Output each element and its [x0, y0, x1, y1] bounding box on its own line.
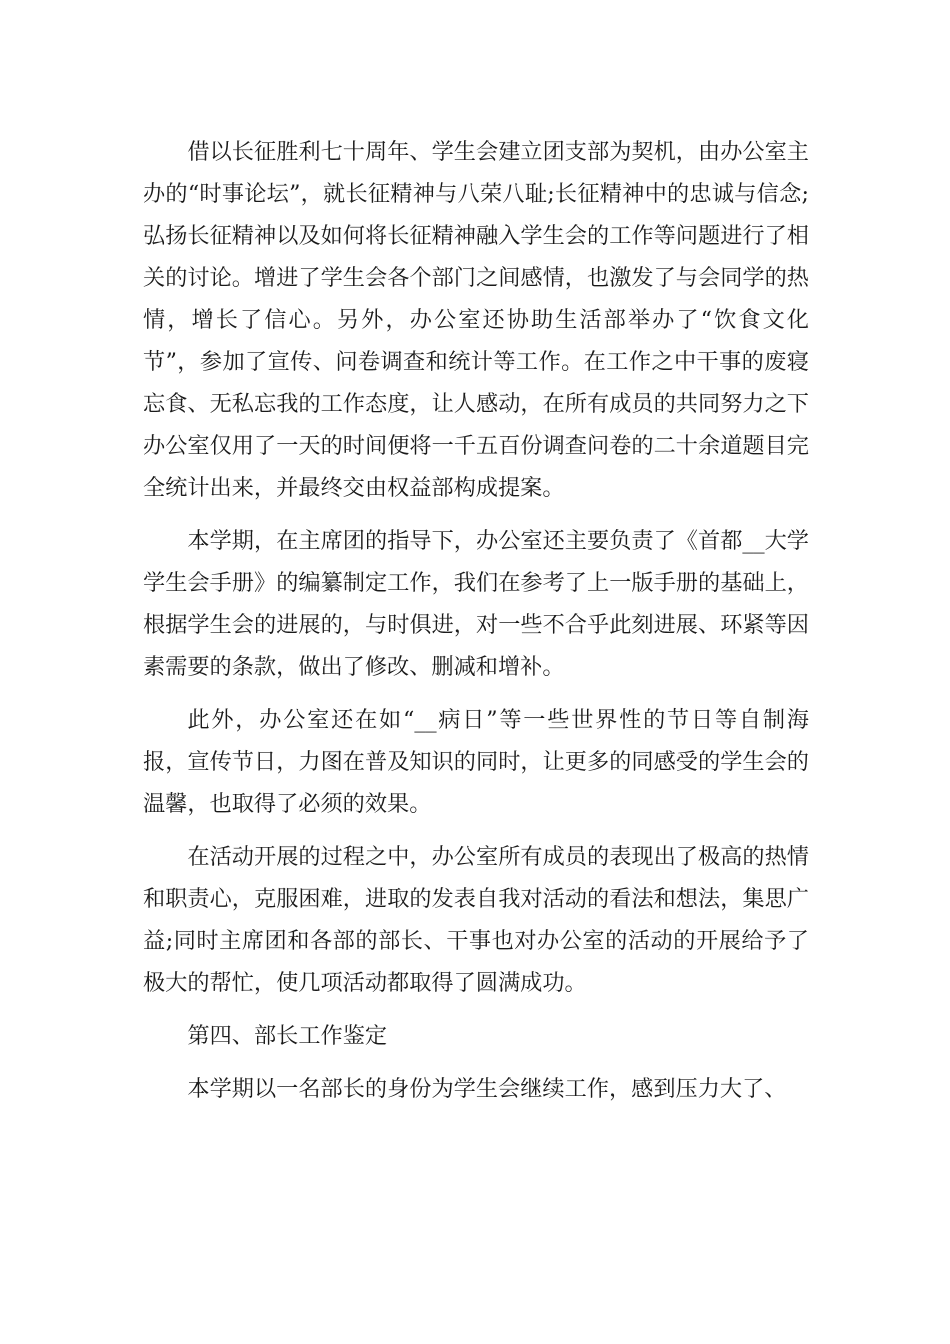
- paragraph-posters: 此外，办公室还在如“__病日”等一些世界性的节日等自制海报，宣传节日，力图在普及知识的同时，让更多的同感受的学生会的温馨，也取得了必须的效果。: [143, 707, 809, 817]
- paragraph-handbook: 本学期，在主席团的指导下，办公室还主要负责了《首都__大学学生会手册》的编纂制定工作，我们在参考了上一版手册的基础上，根据学生会的进展的，与时俱进，对一些不合乎此刻进展、环紧等因素需要的条款，做出了修改、删减和增补。: [143, 528, 809, 680]
- paragraph-minister: 本学期以一名部长的身份为学生会继续工作，感到压力大了、: [187, 1076, 787, 1102]
- paragraph-activities: 在活动开展的过程之中，办公室所有成员的表现出了极高的热情和职责心，克服困难，进取的发表自我对活动的看法和想法，集思广益;同时主席团和各部的部长、干事也对办公室的活动的开展给予了极大的帮忙，使几项活动都取得了圆满成功。: [143, 844, 809, 996]
- document-body: [143, 131, 809, 1110]
- section-heading: 第四、部长工作鉴定: [187, 1023, 388, 1049]
- paragraph-forum: 借以长征胜利七十周年、学生会建立团支部为契机，由办公室主办的“时事论坛”，就长征精神与八荣八耻;长征精神中的忠诚与信念;弘扬长征精神以及如何将长征精神融入学生会的工作等问题进行了相关的讨论。增进了学生会各个部门之间感情，也激发了与会同学的热情，增长了信心。另外，办公室还协助生活部举办了“饮食文化节”，参加了宣传、问卷调查和统计等工作。在工作之中干事的废寝忘食、无私忘我的工作态度，让人感动，在所有成员的共同努力之下办公室仅用了一天的时间便将一千五百份调查问卷的二十余道题目完全统计出来，并最终交由权益部构成提案。: [143, 139, 809, 501]
